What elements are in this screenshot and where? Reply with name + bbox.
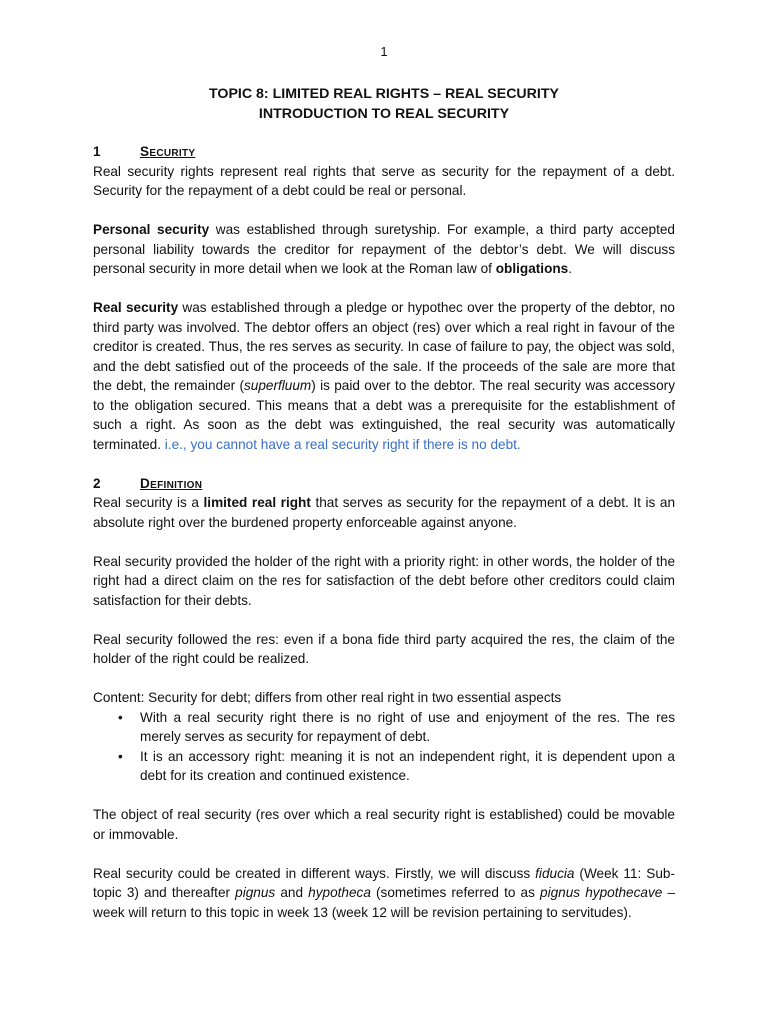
bullet-icon: • <box>118 748 123 764</box>
paragraph-security-intro: Real security rights represent real rights that serve as security for the repayment of a debt. Security for the repayment of a debt could be real or personal. <box>93 163 675 198</box>
section-number: 2 <box>93 475 101 491</box>
paragraph-personal-security: Personal security was established through suretyship. For example, a third party accepted personal liability towards the creditor for repayment of the debtor’s debt. We will discuss personal security in more detail when we look at the Roman law of obligations. <box>93 222 675 276</box>
title-line-1: TOPIC 8: LIMITED REAL RIGHTS – REAL SECURITY <box>209 86 559 102</box>
section-1-heading <box>93 142 675 162</box>
bullet-list <box>93 708 675 786</box>
section-2-heading <box>93 474 675 494</box>
paragraph-creation: Real security could be created in different ways. Firstly, we will discuss fiducia (Week 11: Sub-topic 3) and thereafter pignus and hypotheca (sometimes referred to as pignus hypothecave – week will return to this topic in week 13 (week 12 will be revision pertaining to servitudes). <box>93 865 676 920</box>
document-body <box>93 142 675 922</box>
paragraph-follows-res: Real security followed the res: even if a bona fide third party acquired the res, the claim of the holder of the right could be realized. <box>93 631 675 666</box>
paragraph-priority-right: Real security provided the holder of the right with a priority right: in other words, the holder of the right had a direct claim on the res for satisfaction of the debt before other creditors could claim satisfaction for their debts. <box>93 553 675 608</box>
paragraph-object: The object of real security (res over which a real security right is established) could be movable or immovable. <box>93 807 675 842</box>
section-number: 1 <box>93 144 101 159</box>
paragraph-real-security: Real security was established through a pledge or hypothec over the property of the debtor, no third party was involved. The debtor offers an object (res) over which a real right in favour of the creditor is created. Thus, the res serves as security. In case of failure to pay, the object was sold, and the debt satisfied out of the proceeds of the sale. If the proceeds of the sale are more that the debt, the remainder (superfluum) is paid over to the debtor. The real security was accessory to the obligation secured. This means that a debt was a prerequisite for the establishment of such a right. As soon as the debt was extinguished, the real security was automatically terminated. i.e., you cannot have a real security right if there is no debt. <box>93 300 675 452</box>
bullet-icon: • <box>118 709 123 725</box>
paragraph-definition: Real security is a limited real right that serves as security for the repayment of a debt. It is an absolute right over the burdened property enforceable against anyone. <box>93 495 675 530</box>
highlighted-note: i.e., you cannot have a real security right if there is no debt. <box>164 436 521 452</box>
paragraph-content: Content: Security for debt; differs from other real right in two essential aspects <box>93 690 562 705</box>
title-line-2: INTRODUCTION TO REAL SECURITY <box>258 106 510 122</box>
document-title <box>0 84 768 124</box>
page-number: 1 <box>380 44 388 59</box>
section-title: Definition <box>140 475 203 491</box>
list-item: • It is an accessory right: meaning it is not an independent right, it is dependent upon a debt for its creation and continued existence. <box>118 748 675 783</box>
list-item: • With a real security right there is no right of use and enjoyment of the res. The res merely serves as security for repayment of debt. <box>118 709 675 744</box>
section-title: Security <box>140 144 196 159</box>
